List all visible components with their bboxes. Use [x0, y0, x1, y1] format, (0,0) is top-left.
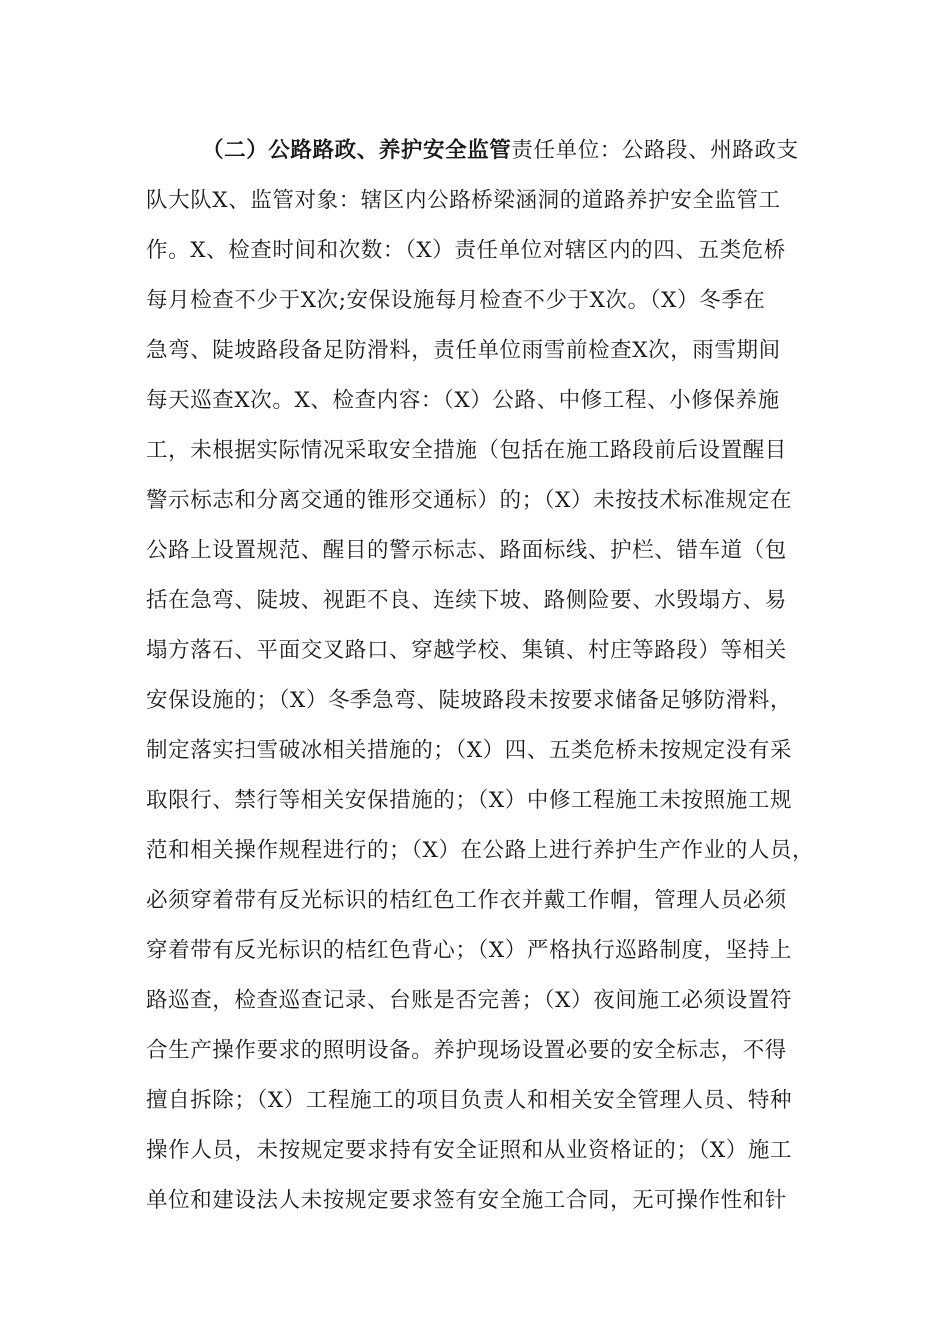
text-line: 公路上设置规范、醒目的警示标志、路面标线、护栏、错车道（包 [146, 538, 787, 563]
text-line: 队大队X、监管对象：辖区内公路桥梁涵洞的道路养护安全监管工 [146, 188, 781, 213]
text-line: 安保设施的；（X）冬季急弯、陡坡路段未按要求储备足够防滑料， [146, 688, 793, 713]
text-line: 每月检查不少于X次;安保设施每月检查不少于X次。（X）冬季在 [146, 288, 766, 313]
first-line-text: 责任单位：公路段、州路政支 [511, 138, 799, 163]
text-line: 每天巡查X次。X、检查内容：（X）公路、中修工程、小修保养施 [146, 388, 780, 413]
text-line: 取限行、禁行等相关安保措施的；（X）中修工程施工未按照施工规 [146, 788, 793, 813]
text-line: 工，未根据实际情况采取安全措施（包括在施工路段前后设置醒目 [146, 438, 787, 463]
text-line: 作。X、检查时间和次数：（X）责任单位对辖区内的四、五类危桥 [146, 238, 786, 263]
text-line: 单位和建设法人未按规定要求签有安全施工合同，无可操作性和针 [146, 1188, 787, 1213]
paragraph-first-line [146, 126, 826, 176]
text-line: 范和相关操作规程进行的；（X）在公路上进行养护生产作业的人员， [146, 838, 815, 863]
text-line: 警示标志和分离交通的锥形交通标）的；（X）未按技术标准规定在 [146, 488, 793, 513]
text-line: 操作人员，未按规定要求持有安全证照和从业资格证的；（X）施工 [146, 1138, 793, 1163]
text-line: 塌方落石、平面交叉路口、穿越学校、集镇、村庄等路段）等相关 [146, 638, 787, 663]
text-line: 制定落实扫雪破冰相关措施的；（X）四、五类危桥未按规定没有采 [146, 738, 793, 763]
text-line: 必须穿着带有反光标识的桔红色工作衣并戴工作帽，管理人员必须 [146, 888, 787, 913]
text-line: 括在急弯、陡坡、视距不良、连续下坡、路侧险要、水毁塌方、易 [146, 588, 787, 613]
text-line: 急弯、陡坡路段备足防滑料，责任单位雨雪前检查X次，雨雪期间 [146, 338, 781, 363]
text-line: 合生产操作要求的照明设备。养护现场设置必要的安全标志，不得 [146, 1038, 787, 1063]
text-line: 路巡查，检查巡查记录、台账是否完善；（X）夜间施工必须设置符 [146, 988, 793, 1013]
body-text [146, 126, 826, 1226]
text-line: 穿着带有反光标识的桔红色背心；（X）严格执行巡路制度，坚持上 [146, 938, 793, 963]
section-heading: （二）公路路政、养护安全监管 [202, 138, 512, 163]
text-line: 擅自拆除；（X）工程施工的项目负责人和相关安全管理人员、特种 [146, 1088, 793, 1113]
